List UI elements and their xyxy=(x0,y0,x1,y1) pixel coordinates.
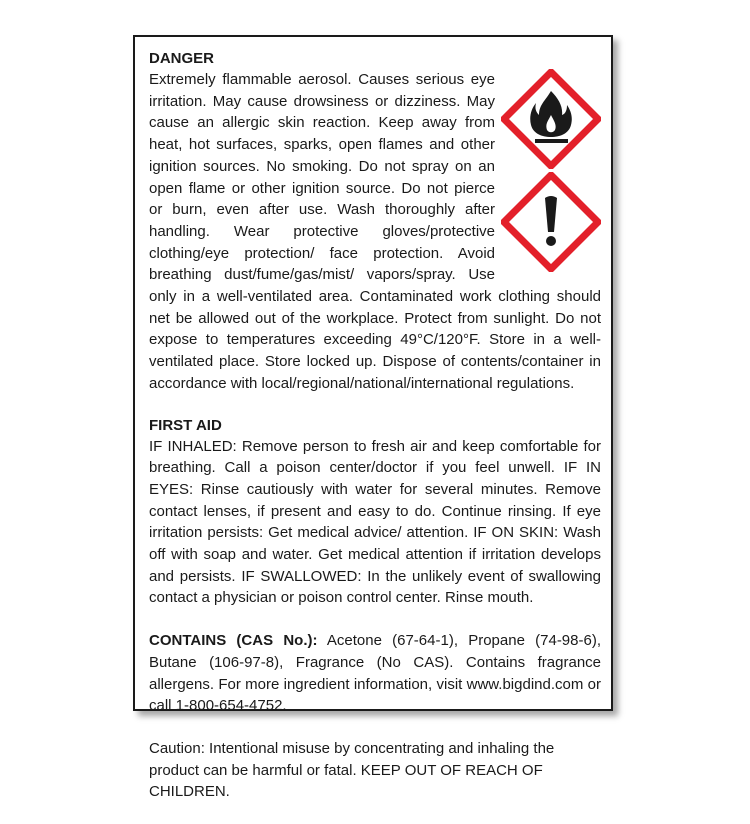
caution-text: Caution: Intentional misuse by concentrating and inhaling the product can be harmful or fatal. KEEP OUT OF REACH OF CHILDREN. xyxy=(149,739,555,801)
danger-heading: DANGER xyxy=(149,50,215,67)
contains-section xyxy=(149,630,601,717)
contains-text: Acetone (67-64-1), Propane (74-98-6), Butane (106-97-8), Fragrance (No CAS). Contains fragrance allergens. For more ingredient information, visit www.bigdind.com or call 1-800-654-4752. xyxy=(149,632,601,715)
label-content xyxy=(149,49,601,824)
first-aid-heading: FIRST AID xyxy=(149,416,222,434)
exclamation-icon xyxy=(501,172,601,272)
ghs-pictograms xyxy=(501,69,601,274)
first-aid-section xyxy=(149,416,601,610)
contains-label: CONTAINS (CAS No.): xyxy=(149,632,318,650)
first-aid-text: IF INHALED: Remove person to fresh air and keep comfortable for breathing. Call a poison center/doctor if you feel unwell. IF IN EYES: Rinse cautiously with water for several minutes. Remove contact lenses, if present and easy to do. Continue rinsing. If eye irritation persists: Get medical advice/ attention. IF ON SKIN: Wash off with soap and water. Get medical attention if irritation develops and persists. IF SWALLOWED: In the unlikely event of swallowing contact a physician or poison control center. Rinse mouth. xyxy=(149,437,601,607)
danger-text: Extremely flammable aerosol. Causes serious eye irritation. May cause drowsiness or dizziness. May cause an allergic skin reaction. Keep away from heat, hot surfaces, sparks, open flames and other ignition sources. No smoking. Do not spray on an open flame or other ignition source. Do not pierce or burn, even after use. Wash thoroughly after handling. Wear protective gloves/protective clothing/eye protection/ face protection. Avoid breathing dust/fume/gas/mist/ vapors/spray. Use only in a well-ventilated area. Contaminated work clothing should net be allowed out of the workplace. Protect from sunlight. Do not expose to temperatures exceeding 49°C/120°F. Store in a well-ventilated place. Store locked up. Dispose of contents/container in accordance with local/regional/national/international regulations. xyxy=(149,71,601,392)
flame-icon xyxy=(501,69,601,169)
hazard-label xyxy=(133,35,613,801)
danger-section xyxy=(149,49,601,395)
contains-text-block xyxy=(149,630,601,717)
caution-section xyxy=(149,738,601,803)
